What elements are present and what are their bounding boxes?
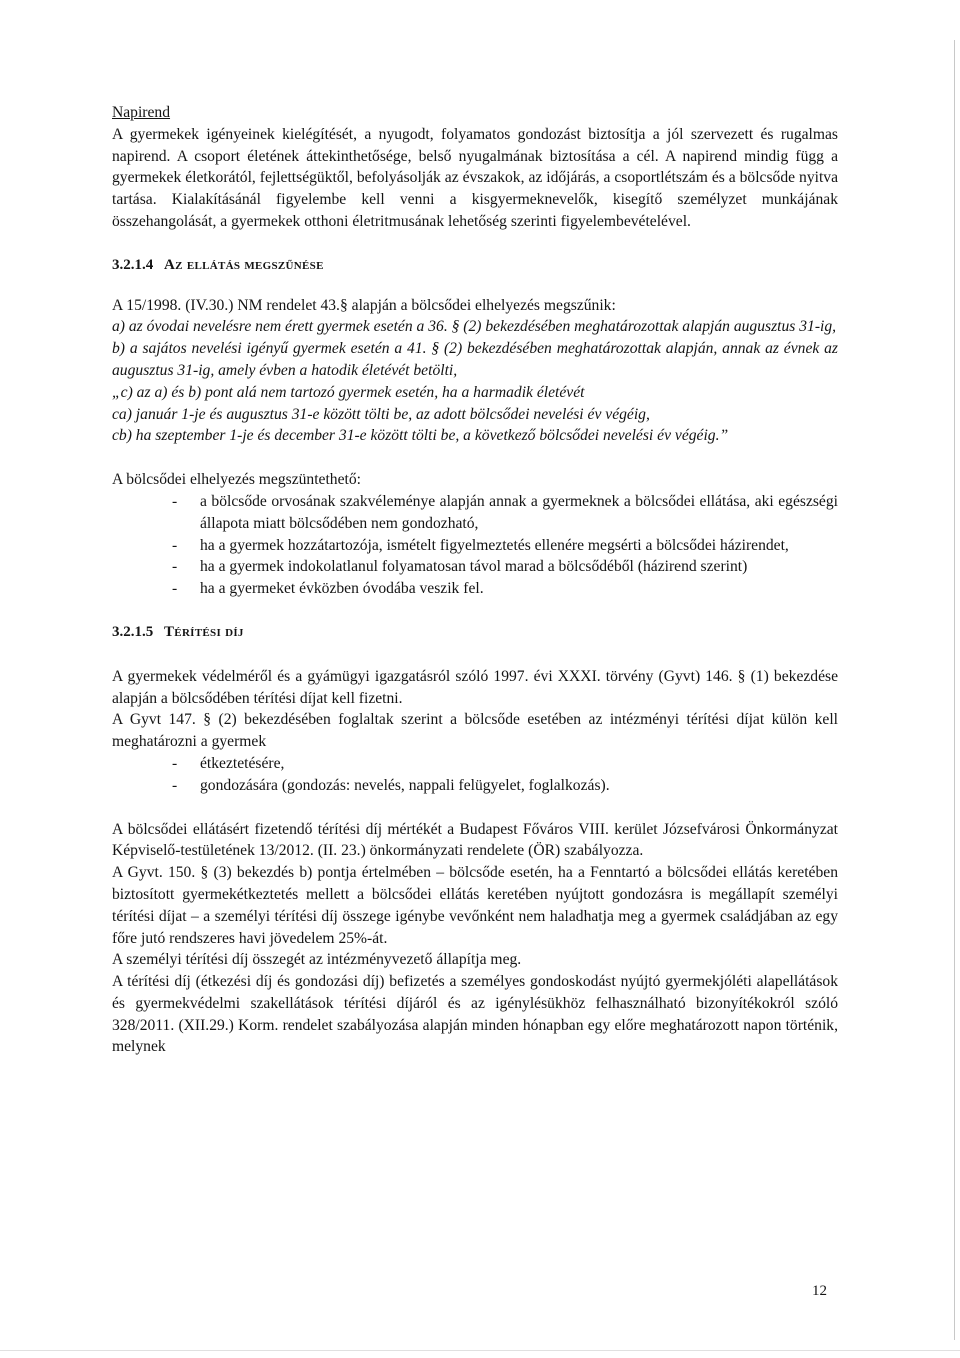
list-item: - ha a gyermek indokolatlanul folyamatosan távol marad a bölcsődéből (házirend szerint)	[112, 556, 838, 578]
rendelet-intro: A 15/1998. (IV.30.) NM rendelet 43.§ alapján a bölcsődei elhelyezés megszűnik:	[112, 296, 616, 314]
list-item: - gondozására (gondozás: nevelés, nappali felügyelet, foglalkozás).	[112, 775, 838, 797]
napirend-paragraph: A gyermekek igényeinek kielégítését, a nyugodt, folyamatos gondozást biztosítja a jól szervezett és rugalmas napirend. A csoport életének áttekinthetősége, belső nyugalmának biztosítása a cél. A napirend mindig függ a gyermekek életkorától, fejlettségüktől, befolyásolják az évszakok, az időjárás, a csoportlétszám és a bölcsőde nyitva tartása. Kialakításánál figyelembe kell venni a kisgyermeknevelők, kisegítő személyzet munkájának összehangolását, a gyermekek otthoni életritmusának lehetőség szerinti figyelembevételével.	[112, 125, 838, 230]
document-page	[112, 102, 838, 1058]
section-heading	[112, 255, 838, 277]
section-title: Térítési díj	[164, 623, 244, 640]
list-item: - a bölcsőde orvosának szakvéleménye alapján annak a gyermeknek a bölcsődei ellátása, aki egészségi állapota miatt bölcsődében nem gondozható,	[112, 491, 838, 535]
quote-c: „c) az a) és b) pont alá nem tartozó gyermek esetén, ha a harmadik életévét	[112, 383, 585, 401]
list-item: - ha a gyermeket évközben óvodába veszik fel.	[112, 578, 838, 600]
gyvt-150-paragraph: A Gyvt. 150. § (3) bekezdés b) pontja értelmében – bölcsőde esetén, ha a Fenntartó a bölcsődei ellátás keretében biztosított gyermekétkeztetés mellett a bölcsődei ellátás keretében nyújtott gondozásra is megállapít személyi térítési díjat – a személyi térítési díj összege igénybe vevőnként nem haladhatja meg a gyermek családjában az egy főre jutó rendszeres havi jövedelem 25%-át.	[112, 864, 838, 947]
or-paragraph: A bölcsődei ellátásért fizetendő térítési díj mértékét a Budapest Főváros VIII. kerület Józsefvárosi Önkormányzat Képviselő-testületének 13/2012. (II. 23.) önkormányzati rendelete (ÖR) szabályozza.	[112, 820, 838, 860]
page-number: 12	[812, 1283, 827, 1299]
quote-b: b) a sajátos nevelési igényű gyermek esetén a 41. § (2) bekezdésében meghatározottak alapján, annak az évnek az augusztus 31-ig, amely évben a hatodik életévét betölti,	[112, 340, 838, 379]
list-item: - étkeztetésére,	[112, 753, 838, 775]
befizetes-paragraph: A térítési díj (étkezési díj és gondozási díj) befizetés a személyes gondoskodást nyújtó gyermekjóléti alapellátások és gyermekvédelmi szakellátások térítési díjáról és az igénylésükhöz felhasználható bizonyítékokról szóló 328/2011. (XII.29.) Korm. rendelet szabályozása alapján minden hónapban egy előre meghatározott napon történik, melynek	[112, 973, 838, 1056]
scan-edge-line	[954, 40, 955, 1340]
fee-items-list	[112, 753, 838, 797]
list-item: - ha a gyermek hozzátartozója, ismételt figyelmeztetés ellenére megsérti a bölcsődei házirendet,	[112, 535, 838, 557]
section-number: 3.2.1.5	[112, 623, 154, 640]
quote-a: a) az óvodai nevelésre nem érett gyermek esetén a 36. § (2) bekezdésében meghatározottak alapján augusztus 31-ig,	[112, 318, 837, 336]
section-title: Az ellátás megszűnése	[164, 256, 324, 273]
section-heading	[112, 622, 838, 644]
quote-cb: cb) ha szeptember 1-je és december 31-e között tölti be, a következő bölcsődei nevelési év végéig.”	[112, 427, 729, 445]
scan-bottom-line	[0, 1350, 960, 1351]
napirend-section	[112, 102, 838, 233]
gyvt-147-paragraph: A Gyvt 147. § (2) bekezdésében foglaltak szerint a bölcsőde esetében az intézményi térítési díjat külön kell meghatározni a gyermek	[112, 711, 838, 751]
section-ellatas-megszunese	[112, 255, 838, 600]
napirend-heading: Napirend	[112, 104, 171, 121]
quote-ca: ca) január 1-je és augusztus 31-e között tölti be, az adott bölcsődei nevelési év végéig,	[112, 405, 650, 423]
terminable-intro: A bölcsődei elhelyezés megszüntethető:	[112, 471, 361, 489]
terminable-list	[112, 491, 838, 600]
vezeto-paragraph: A személyi térítési díj összegét az intézményvezető állapítja meg.	[112, 951, 522, 969]
section-teritesi-dij	[112, 622, 838, 1058]
section-number: 3.2.1.4	[112, 256, 154, 273]
gyvt-paragraph: A gyermekek védelméről és a gyámügyi igazgatásról szóló 1997. évi XXXI. törvény (Gyvt) 146. § (1) bekezdése alapján a bölcsődében térítési díjat kell fizetni.	[112, 667, 838, 707]
